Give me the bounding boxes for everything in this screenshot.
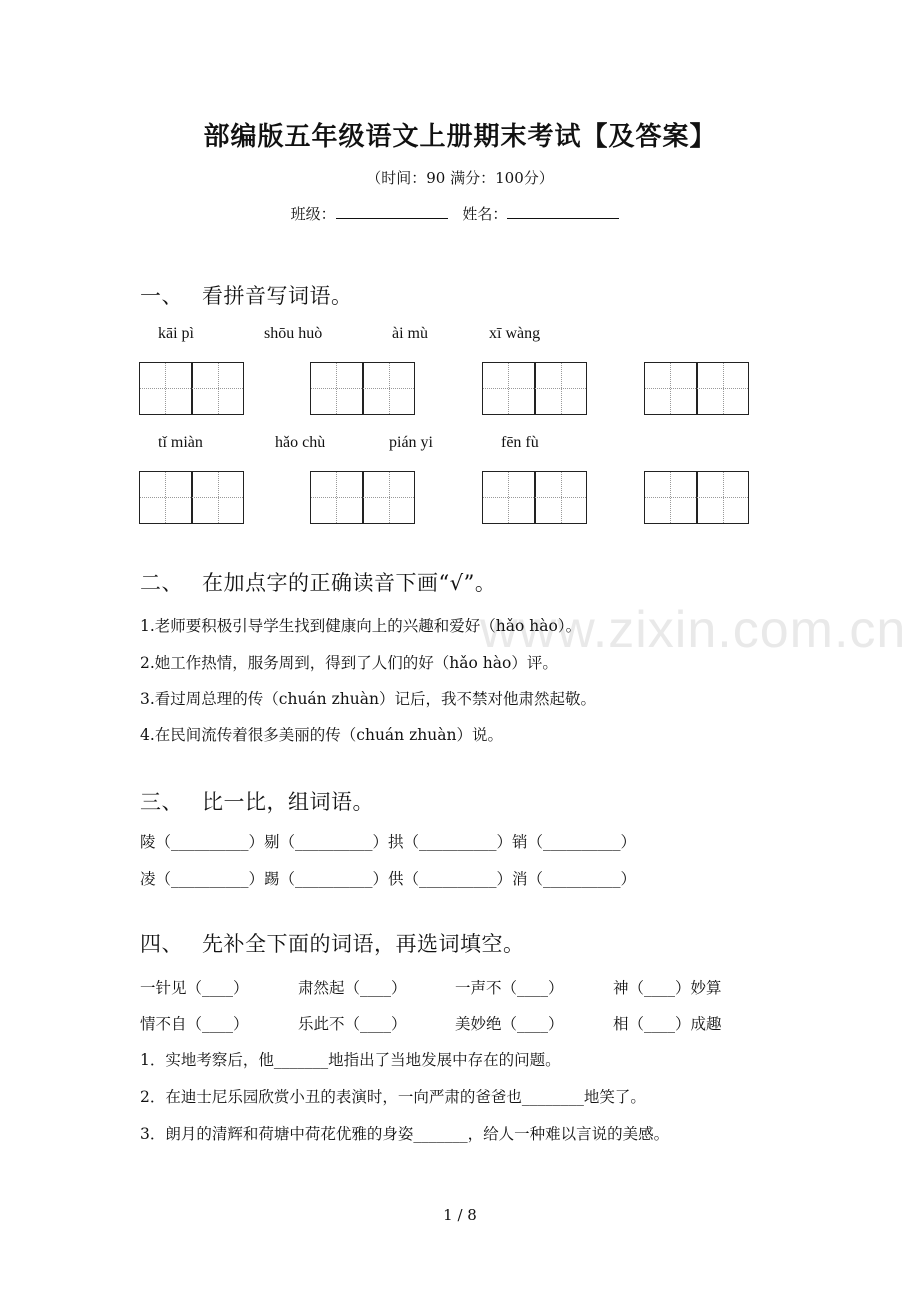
name-label: 姓名： <box>462 205 508 223</box>
writing-grid[interactable] <box>139 471 244 524</box>
question-line: 2.她工作热情，服务周到，得到了人们的好（hǎo hào）评。 <box>140 654 558 672</box>
section-heading-4 <box>140 928 525 958</box>
pinyin-label: hǎo chù <box>275 434 326 451</box>
compare-row: 凌（__________）踢（__________）供（__________）消（__________） <box>140 870 637 888</box>
exam-time-score: （时间：90 满分：100分） <box>366 169 554 187</box>
section-title: 看拼音写词语。 <box>202 284 353 308</box>
section-number: 三、 <box>140 790 183 814</box>
writing-grid[interactable] <box>482 362 587 415</box>
pinyin-label: pián yi <box>389 434 433 451</box>
section-heading-2 <box>140 567 496 597</box>
section-title: 在加点字的正确读音下画“√”。 <box>202 571 497 595</box>
idiom-blank: 情不自（____） <box>140 1015 249 1033</box>
section-number: 一、 <box>140 284 183 308</box>
pinyin-label: shōu huò <box>264 325 323 342</box>
question-line: 3.看过周总理的传（chuán zhuàn）记后，我不禁对他肃然起敬。 <box>140 690 596 708</box>
pinyin-label: ài mù <box>392 325 428 342</box>
pinyin-label: kāi pì <box>158 325 194 342</box>
writing-grid[interactable] <box>139 362 244 415</box>
idiom-blank: 乐此不（____） <box>298 1015 407 1033</box>
section-heading-1 <box>140 280 353 310</box>
compare-row: 陵（__________）剔（__________）拱（__________）销（__________） <box>140 833 637 851</box>
class-label: 班级： <box>290 205 336 223</box>
page-number: 1 / 8 <box>443 1206 477 1224</box>
writing-grid[interactable] <box>310 471 415 524</box>
student-info <box>0 203 920 224</box>
writing-grid[interactable] <box>310 362 415 415</box>
question-line: 4.在民间流传着很多美丽的传（chuán zhuàn）说。 <box>140 726 503 744</box>
section-title: 比一比，组词语。 <box>202 790 374 814</box>
fill-sentence: 2．在迪士尼乐园欣赏小丑的表演时，一向严肃的爸爸也________地笑了。 <box>140 1088 646 1106</box>
name-blank[interactable] <box>507 204 619 219</box>
section-number: 二、 <box>140 571 183 595</box>
section-heading-3 <box>140 786 374 816</box>
idiom-blank: 相（____）成趣 <box>613 1015 722 1033</box>
idiom-blank: 一声不（____） <box>455 979 564 997</box>
idiom-blank: 神（____）妙算 <box>613 979 722 997</box>
fill-sentence: 1．实地考察后，他_______地指出了当地发展中存在的问题。 <box>140 1051 561 1069</box>
pinyin-label: fēn fù <box>501 434 539 451</box>
section-title: 先补全下面的词语，再选词填空。 <box>202 932 525 956</box>
page-title: 部编版五年级语文上册期末考试【及答案】 <box>203 122 717 152</box>
pinyin-label: xī wàng <box>489 325 541 342</box>
idiom-blank: 美妙绝（____） <box>455 1015 564 1033</box>
writing-grid[interactable] <box>482 471 587 524</box>
writing-grid[interactable] <box>644 471 749 524</box>
pinyin-label: tǐ miàn <box>158 434 203 451</box>
idiom-blank: 肃然起（____） <box>298 979 407 997</box>
class-blank[interactable] <box>336 204 448 219</box>
writing-grid[interactable] <box>644 362 749 415</box>
watermark: www.zixin.com.cn <box>480 601 907 659</box>
section-number: 四、 <box>140 932 183 956</box>
question-line: 1.老师要积极引导学生找到健康向上的兴趣和爱好（hǎo hào）。 <box>140 617 582 635</box>
fill-sentence: 3．朗月的清辉和荷塘中荷花优雅的身姿_______，给人一种难以言说的美感。 <box>140 1125 670 1143</box>
idiom-blank: 一针见（____） <box>140 979 249 997</box>
